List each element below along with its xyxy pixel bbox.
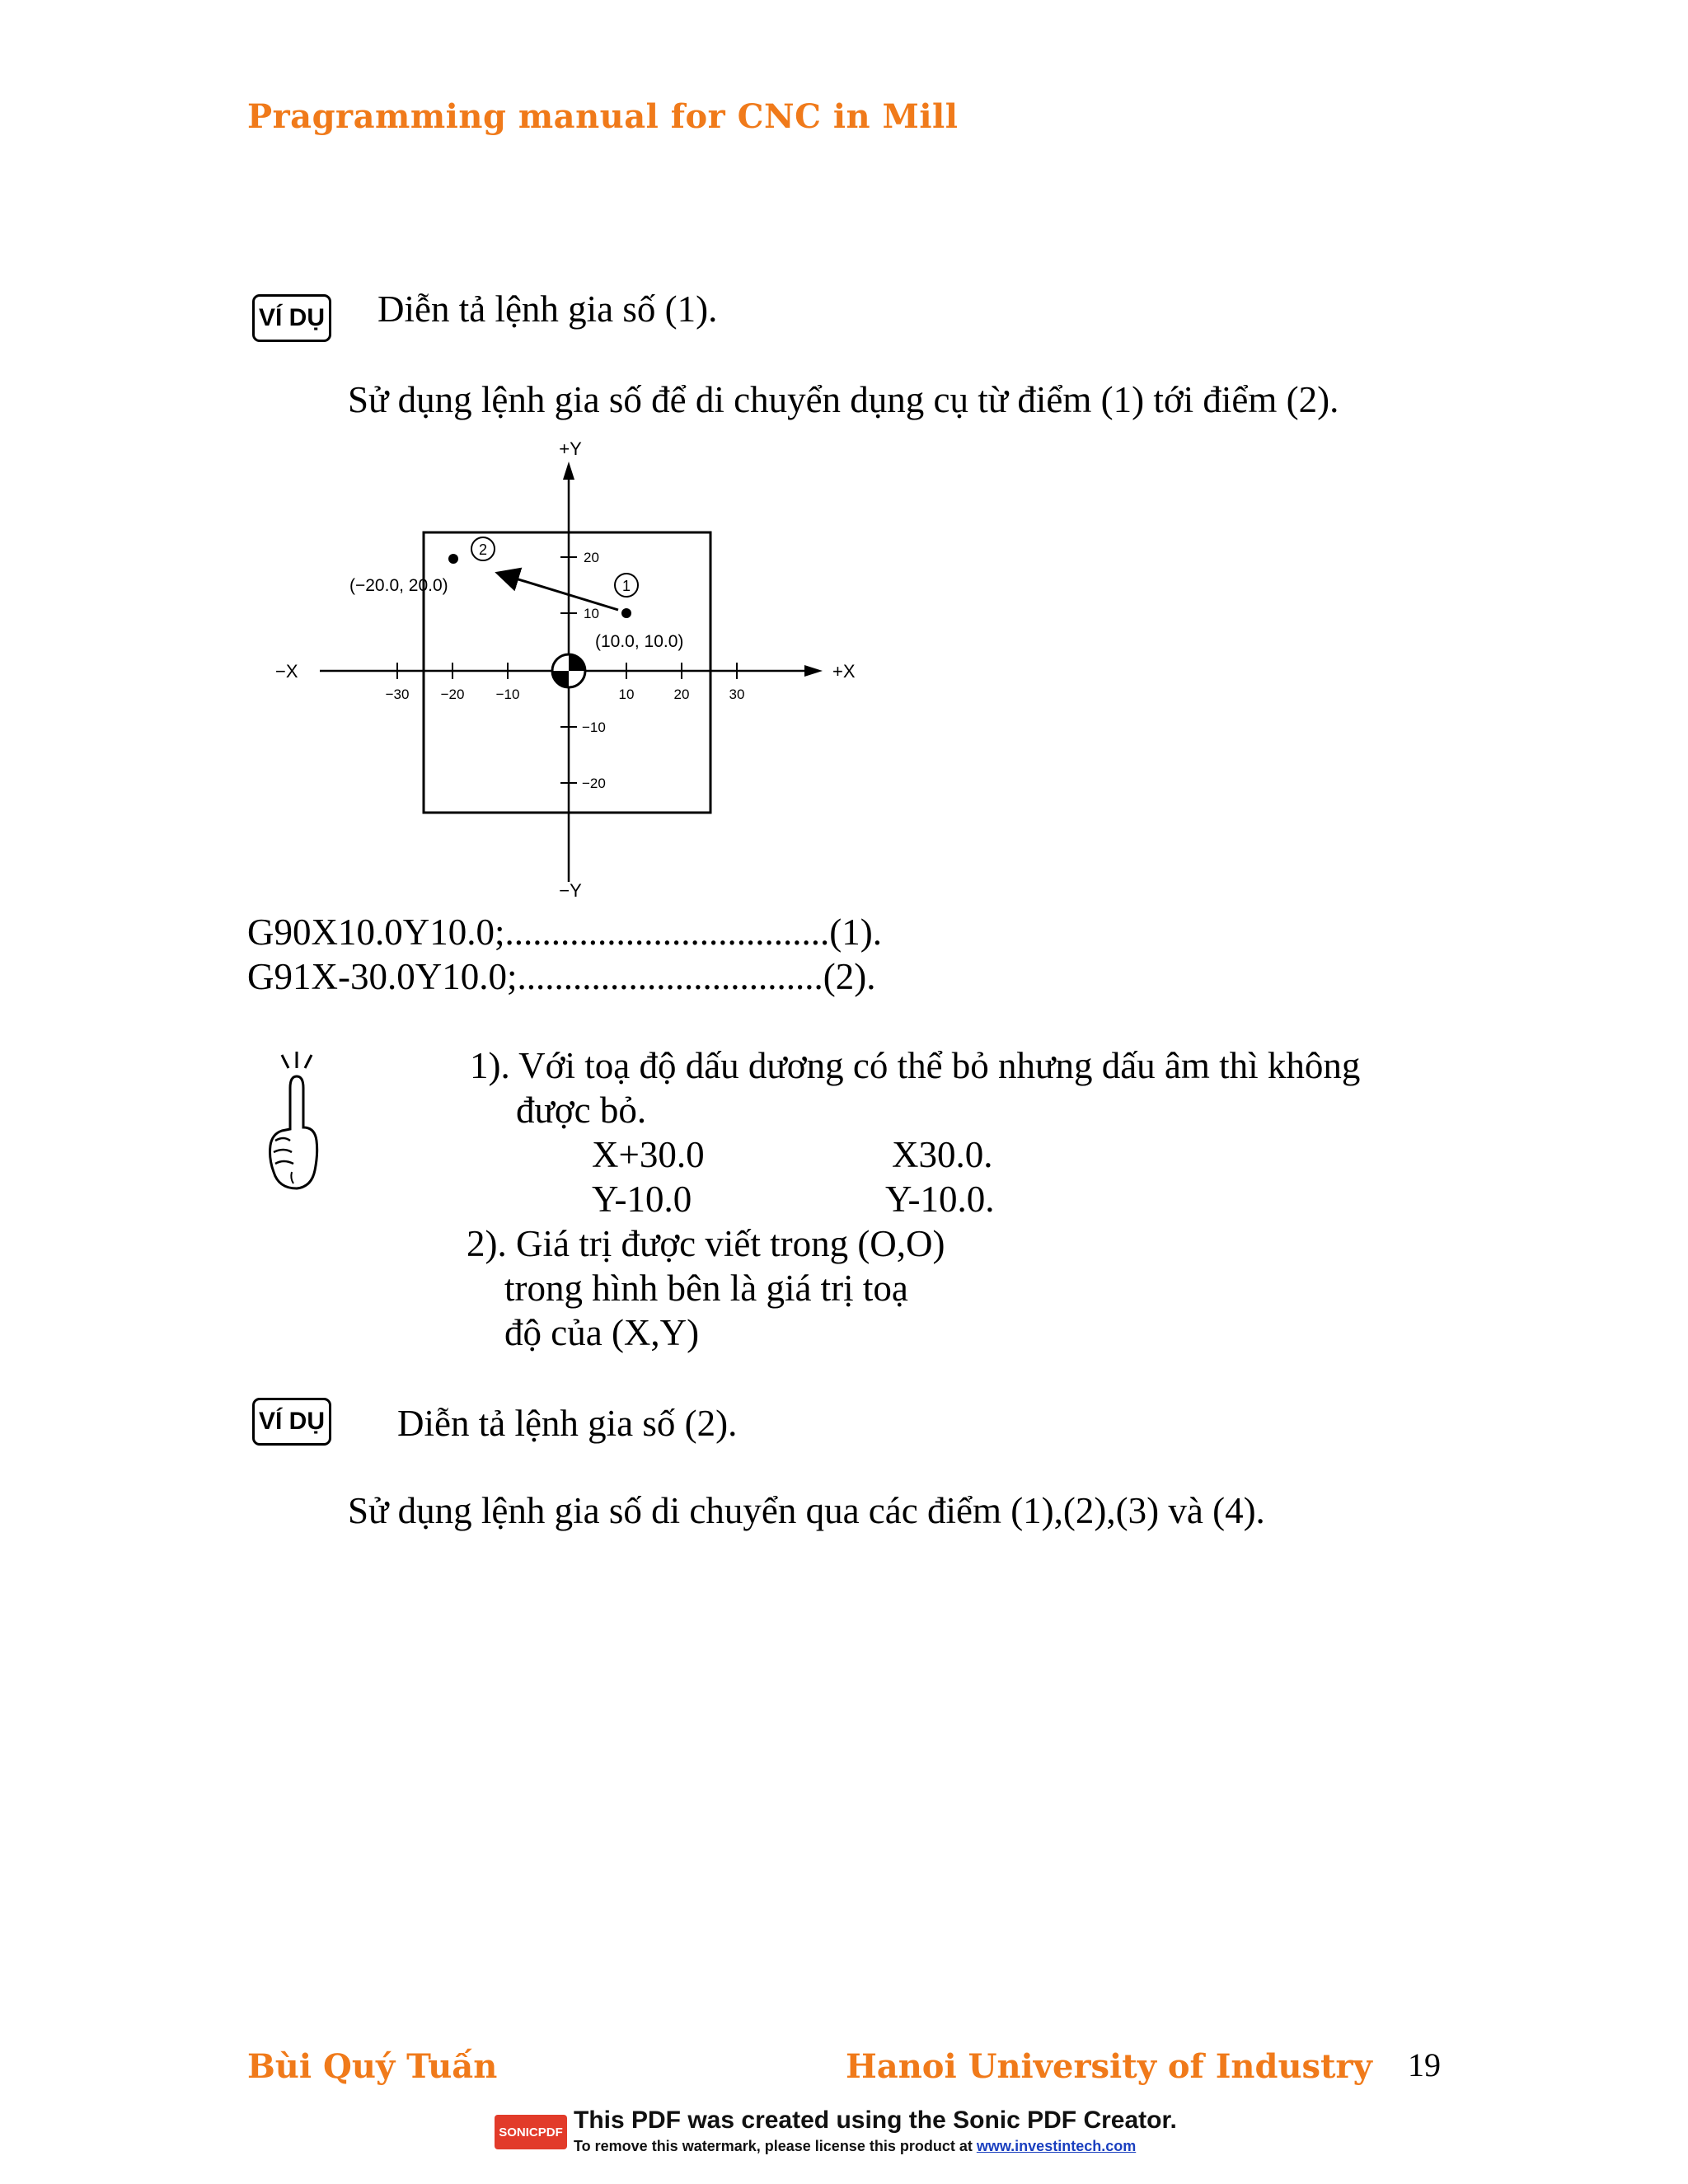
point-2-dot [448, 554, 458, 564]
note-example-a-right: X30.0. [892, 1134, 993, 1175]
code-line-2: G91X-30.0Y10.0;.................................(2). [247, 956, 876, 997]
pdf-creator-watermark [495, 2107, 1203, 2164]
code-line-1: G90X10.0Y10.0;...................................(1). [247, 912, 882, 953]
example1-description: Sử dụng lệnh gia số để di chuyển dụng cụ từ điểm (1) tới điểm (2). [348, 379, 1339, 420]
watermark-line2-text: To remove this watermark, please license this product at [574, 2138, 977, 2154]
note-item1-line2: được bỏ. [516, 1090, 647, 1131]
origin-symbol [552, 654, 585, 687]
example-badge: VÍ DỤ [252, 1398, 331, 1446]
x-tick-label: −30 [385, 687, 410, 702]
pointing-hand-icon [257, 1048, 333, 1197]
note-item2-line1: 2). Giá trị được viết trong (O,O) [467, 1223, 945, 1264]
x-tick-label: 10 [618, 687, 635, 702]
example1-title: Diễn tả lệnh gia số (1). [377, 288, 718, 330]
label-pos-x: +X [832, 661, 856, 682]
label-neg-x: −X [275, 661, 298, 682]
point-2-label: (−20.0, 20.0) [349, 576, 448, 595]
x-tick-label: 30 [729, 687, 745, 702]
watermark-link[interactable]: www.investintech.com [976, 2138, 1137, 2154]
point-2-marker-label: 2 [478, 541, 488, 558]
point-1-marker-label: 1 [621, 578, 631, 594]
y-tick-label: 20 [584, 550, 599, 565]
x-tick-label: −20 [440, 687, 465, 702]
page-header-title: Pragramming manual for CNC in Mill [247, 97, 959, 136]
move-arrow [499, 574, 618, 610]
note-example-a-left: X+30.0 [592, 1134, 705, 1175]
footer-author: Bùi Quý Tuấn [247, 2047, 498, 2086]
footer-institution: Hanoi University of Industry [846, 2047, 1372, 2086]
note-item2-line2: trong hình bên là giá trị toạ [504, 1268, 908, 1309]
y-axis-arrow [563, 462, 574, 480]
note-item1-line1: 1). Với toạ độ dấu dương có thể bỏ nhưng dấu âm thì không [470, 1045, 1361, 1086]
y-tick-label: −20 [582, 776, 606, 791]
watermark-line2 [574, 2138, 1136, 2155]
note-item2-line3: độ của (X,Y) [504, 1312, 700, 1353]
x-tick-label: 20 [673, 687, 690, 702]
note-example-b-left: Y-10.0 [592, 1179, 692, 1220]
page-number: 19 [1408, 2046, 1441, 2083]
coordinate-diagram [272, 437, 882, 907]
y-tick-label: 10 [584, 606, 599, 621]
watermark-line1: This PDF was created using the Sonic PDF Creator. [574, 2107, 1177, 2134]
example2-description: Sử dụng lệnh gia số di chuyển qua các điểm (1),(2),(3) và (4). [348, 1490, 1265, 1531]
x-axis-arrow [804, 665, 823, 677]
label-neg-y: −Y [559, 880, 582, 901]
y-tick-label: −10 [582, 719, 606, 735]
x-tick-label: −10 [495, 687, 520, 702]
point-1-dot [621, 608, 631, 618]
note-example-b-right: Y-10.0. [885, 1179, 995, 1220]
sonicpdf-logo: SONICPDF [495, 2115, 567, 2149]
point-1-label: (10.0, 10.0) [595, 632, 684, 651]
example2-title: Diễn tả lệnh gia số (2). [397, 1403, 738, 1444]
label-pos-y: +Y [559, 438, 582, 459]
example-badge: VÍ DỤ [252, 294, 331, 342]
